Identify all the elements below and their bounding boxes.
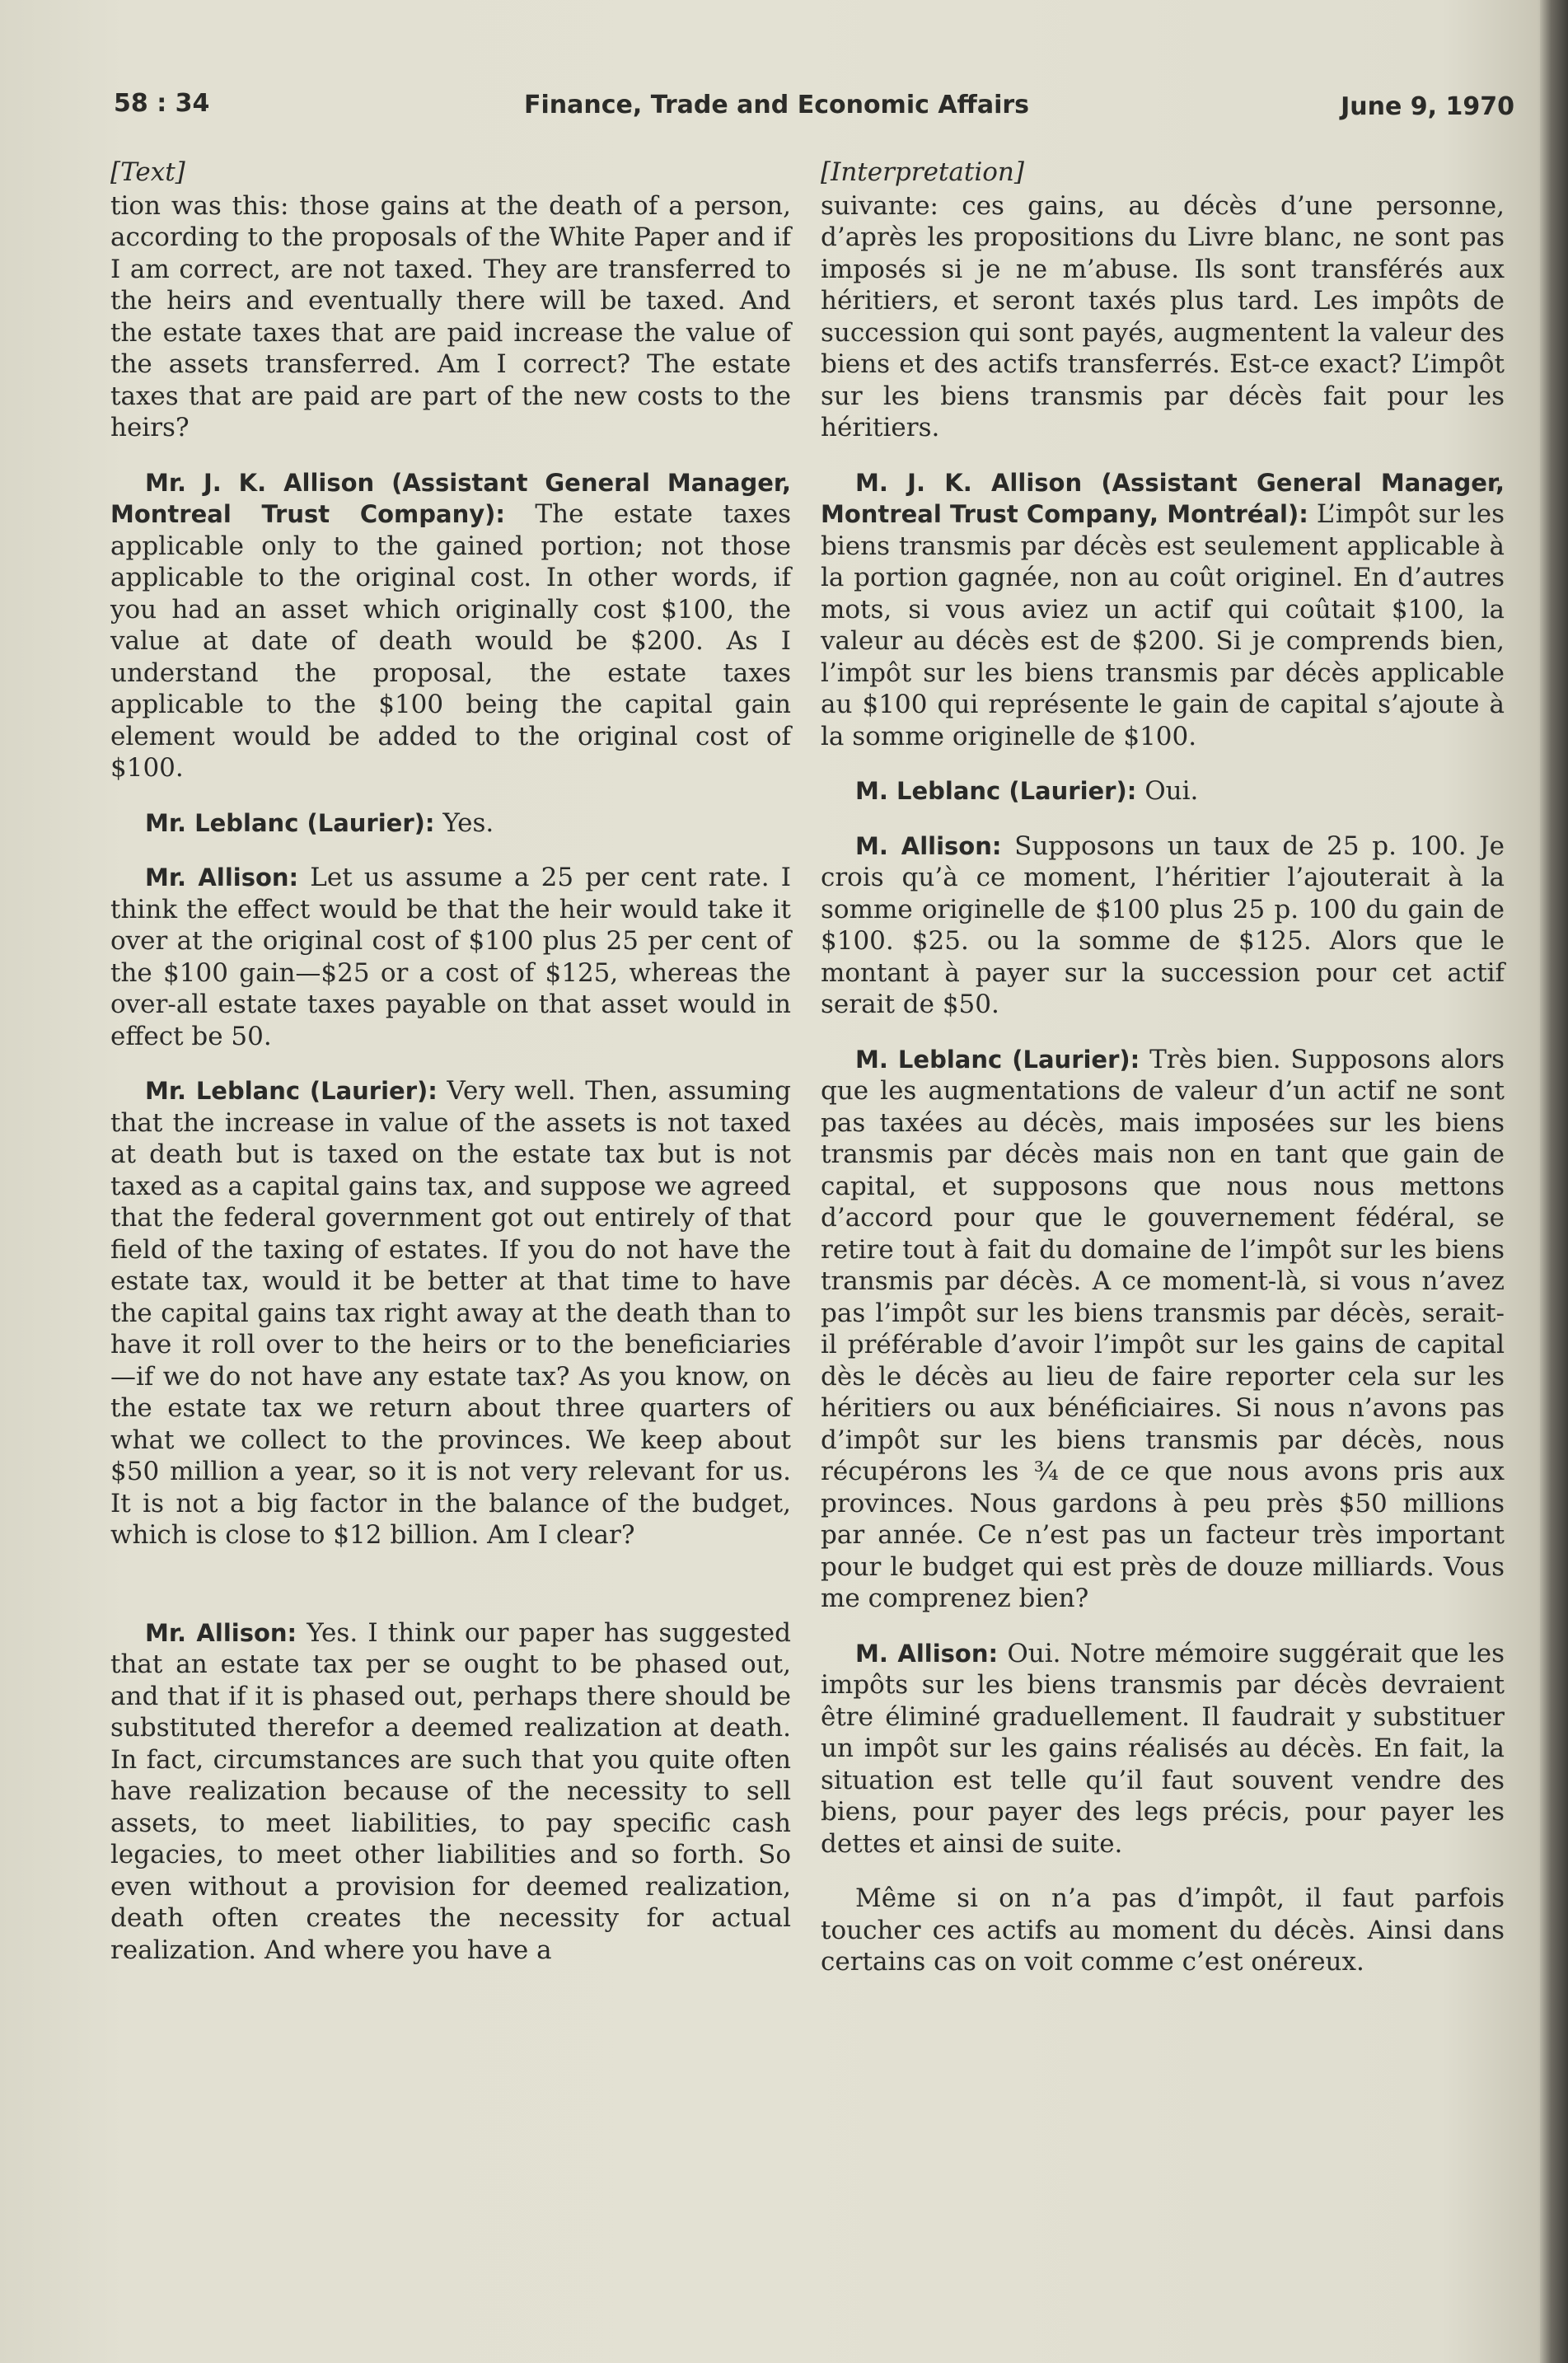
speaker-name: M. J. K. Allison (Assistant General Manager, Montreal Trust Company, Montréal): [821,468,1505,528]
paragraph: M. Leblanc (Laurier): Oui. [855,776,1199,806]
paragraph: Mr. Allison: Let us assume a 25 per cent rate. I think the effect would be that the heir would take it over at the original cost of $100 plus 25 per cent of the $100 gain—$25 or a cost of $125, whereas the over-all estate taxes payable on that asset would in effect be 50. [110,863,791,1051]
binding-edge [1540,0,1568,2363]
paragraph: Mr. J. K. Allison (Assistant General Manager, Montreal Trust Company): The estate taxes applicable only to the gained portion; not those applicable to the original cost. In other words, if you had an asset which originally cost $100, the value at date of death would be $200. As I understand the proposal, the estate taxes applicable to the $100 being the capital gain element would be added to the original cost of $100. [110,468,791,783]
speaker-name: Mr. J. K. Allison (Assistant General Manager, Montreal Trust Company): [110,468,791,528]
speaker-name: M. Leblanc (Laurier): [855,777,1137,805]
paragraph: Mr. Leblanc (Laurier): Very well. Then, assuming that the increase in value of the assets is not taxed at death but is taxed on the estate tax but is not taxed as a capital gains tax, and suppose we agreed that the federal government got out entirely of that field of the taxing of estates. If you do not have the estate tax, would it be better at that time to have the capital gains tax right away at the death than to have it roll over to the heirs or to the beneficiaries—if we do not have any estate tax? As you know, on the estate tax we return about three quarters of what we collect to the provinces. We keep about $50 million a year, so it is not very relevant for us. It is not a big factor in the balance of the budget, which is close to $12 billion. Am I clear? [110,1076,792,1550]
paragraph: M. Allison: Supposons un taux de 25 p. 100. Je crois qu’à ce moment, l’héritier l’ajouterait à la somme originelle de $100 plus 25 p. 100 du gain de $100. $25. ou la somme de $125. Alors que le montant à payer sur la succession pour cet actif serait de $50. [821,831,1505,1019]
committee-title: Finance, Trade and Economic Affairs [524,91,1030,119]
paragraph: M. Allison: Oui. Notre mémoire suggérait que les impôts sur les biens transmis par décès devraient être éliminé graduellement. Il faudrait y substituer un impôt sur les gains réalisés au décès. En fait, la situation est telle qu’il faut souvent vendre des biens, pour payer des legs précis, pour payer les dettes et ainsi de suite. [821,1638,1505,1859]
running-header [114,89,1514,130]
page-number: 58 : 34 [114,89,210,118]
header-date: June 9, 1970 [1341,92,1514,121]
speaker-name: Mr. Allison: [145,1618,297,1647]
paragraph: M. Leblanc (Laurier): Très bien. Supposons alors que les augmentations de valeur d’un actif ne sont pas taxées au décès, mais imposées sur les biens transmis par décès mais non en tant que gain de capital, et supposons que nous nous mettons d’accord pour que le gouvernement fédéral, se retire tout à fait du domaine de l’impôt sur les biens transmis par décès. A ce moment-là, si vous n’avez pas l’impôt sur les biens transmis par décès, serait-il préférable d’avoir l’impôt sur les gains de capital dès le décès au lieu de faire reporter cela sur les héritiers ou aux bénéficiaires. Si nous n’avons pas d’impôt sur les biens transmis par décès, nous récupérons les ¾ de ce que nous avons pris aux provinces. Nous gardons à peu près $50 millions par année. Ce n’est pas un facteur très important pour le budget qui est près de douze milliards. Vous me comprenez bien? [821,1044,1505,1613]
speaker-name: M. Allison: [855,1639,999,1668]
french-column [821,157,1505,2001]
paragraph: Mr. Leblanc (Laurier): Yes. [145,807,494,838]
english-column [110,157,791,1989]
paragraph: M. J. K. Allison (Assistant General Manager, Montreal Trust Company, Montréal): L’impôt sur les biens transmis par décès est seulement applicable à la portion gagnée, non au coût originel. En d’autres mots, si vous aviez un actif qui coûtait $100, la valeur au décès est de $200. Si je comprends bien, l’impôt sur les biens transmis par décès applicable au $100 qui représente le gain de capital s’ajoute à la somme originelle de $100. [821,468,1505,751]
speaker-name: M. Allison: [855,831,1002,860]
paragraph: suivante: ces gains, au décès d’une personne, d’après les propositions du Livre blanc, ne sont pas imposés si je ne m’abuse. Ils sont transférés aux héritiers, et seront taxés plus tard. Les impôts de succession qui sont payés, augmentent la valeur des biens et des actifs transferrés. Est-ce exact? L’impôt sur les biens transmis par décès fait pour les héritiers. [821,190,1505,442]
speaker-name: M. Leblanc (Laurier): [855,1045,1140,1074]
speaker-name: Mr. Leblanc (Laurier): [145,1077,438,1105]
column-label-text: [Text] [110,157,185,187]
paragraph: Même si on n’a pas d’impôt, il faut parfois toucher ces actifs au moment du décès. Ainsi dans certains cas on voit comme c’est onéreux. [821,1883,1505,1977]
paragraph: tion was this: those gains at the death of a person, according to the proposals of the White Paper and if I am correct, are not taxed. They are transferred to the heirs and eventually there will be taxed. And the estate taxes that are paid increase the value of the assets transferred. Am I correct? The estate taxes that are paid are part of the new costs to the heirs? [110,190,791,442]
speaker-name: Mr. Leblanc (Laurier): [145,808,435,837]
paragraph: Mr. Allison: Yes. I think our paper has suggested that an estate tax per se ought to be phased out, and that if it is phased out, perhaps there should be substituted therefor a deemed realization at death. In fact, circumstances are such that you quite often have realization because of the necessity to sell assets, to meet liabilities, to pay specific cash legacies, to meet other liabilities and so forth. So even without a provision for deemed realization, death often creates the necessity for actual realization. And where you have a [110,1617,791,1965]
speaker-name: Mr. Allison: [145,863,299,891]
column-label-interpretation: [Interpretation] [821,157,1024,187]
